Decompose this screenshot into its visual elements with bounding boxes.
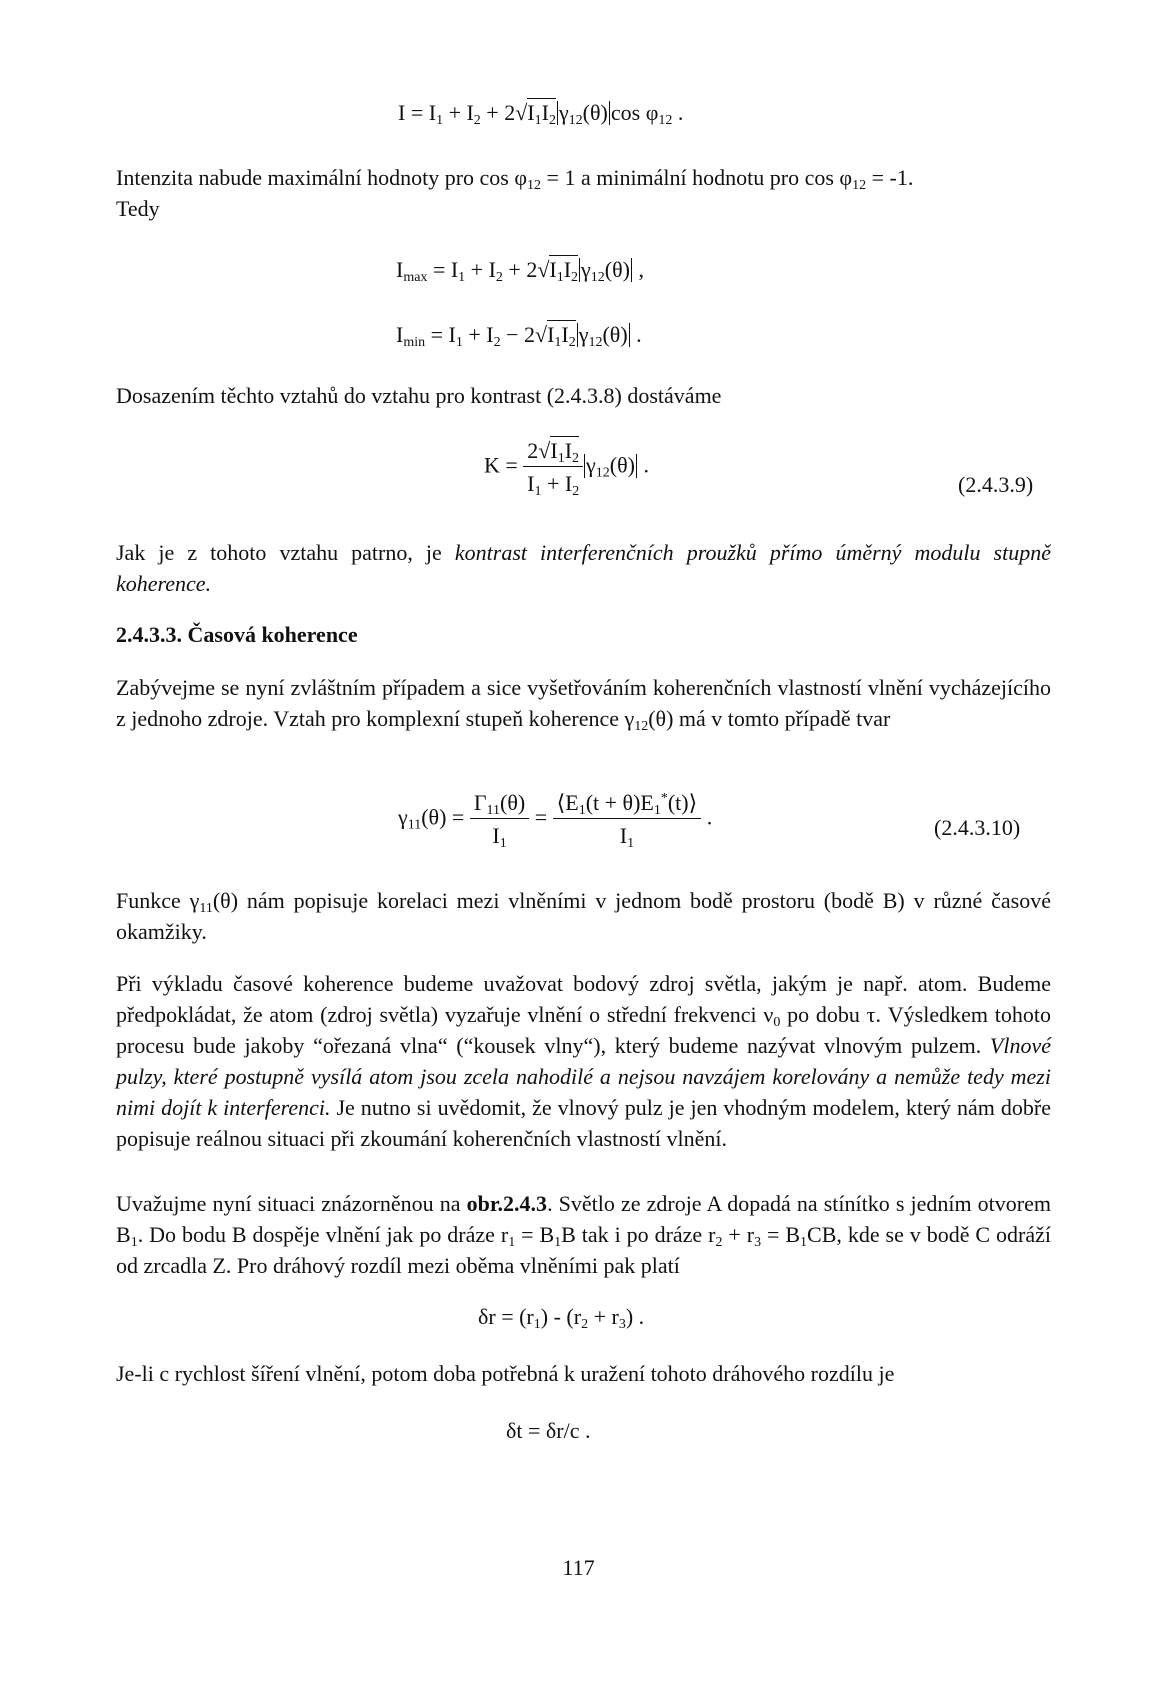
equation-imin: $I_{min} = I_1 + I_2 - 2√I_1I_2$ $\gamma_{12}(\theta)$ . — [396, 322, 642, 350]
equation-gamma11: $\gamma_{11}(\theta)$ = $\frac{\Gamma_{11}(\theta)}{I_1}$ = $\frac{⟨E_1(t + \theta)E_1^*(t)⟩}{I_1}$ . — [398, 790, 713, 851]
page-number: 117 — [562, 1555, 595, 1580]
equation-imax: $I_{max} = I_1 + I_2 + 2√I_1I_2$ $\gamma_{12}(\theta)$ , — [396, 257, 644, 285]
paragraph-delta-t-intro: Je-li c rychlost šíření vlnění, potom doba potřebná k uražení tohoto dráhového rozdílu je — [116, 1361, 895, 1386]
equation-number-2-4-3-10: (2.4.3.10) — [934, 815, 1021, 840]
equation-intensity: $I = I_1 + I_2 + 2√I_1I_2$ $\gamma_{12}(\theta)$ $\cos \varphi_{12}$ . — [398, 100, 684, 128]
paragraph-temporal-intro: Zabývejme se nyní zvláštním případem a sice vyšetřováním koherenčních vlastností vlnění vycházejícího z jednoho zdroje. Vztah pro komplexní stupeň koherence $\gamma_{12}(\theta)$ má v tomto případě tvar — [116, 675, 1051, 734]
paragraph-max-min: Intenzita nabude maximální hodnoty pro $\cos \varphi_{12} = 1$ a minimální hodnotu pro $\cos \varphi_{12} = -1$. Tedy — [116, 165, 914, 221]
italic-contrast-statement: kontrast interferenčních proužků přímo úměrný modulu stupně koherence. — [116, 540, 1051, 596]
equation-delta-t: δt = δr/c . — [506, 1418, 591, 1443]
paragraph-situation: Uvažujme nyní situaci znázorněnou na obr.2.4.3. Světlo ze zdroje A dopadá na stínítko s jedním otvorem $B_1$. Do bodu B dospěje vlnění jak po dráze $r_1 = B_1B$ tak i po dráze $r_2 + r_3 = B_1CB$, kde se v bodě C odráží od zrcadla Z. Pro dráhový rozdíl mezi oběma vlněními pak platí — [116, 1191, 1052, 1278]
section-heading: 2.4.3.3. Časová koherence — [116, 622, 358, 647]
italic-pulse-statement: Vlnové pulzy, které postupně vysílá atom jsou zcela nahodilé a nejsou navzájem korelovány a nemůže tedy mezi nimi dojít k interferenci. — [116, 1033, 1051, 1120]
figure-reference[interactable]: obr.2.4.3 — [466, 1191, 548, 1216]
paragraph-wave-pulse: Při výkladu časové koherence budeme uvažovat bodový zdroj světla, jakým je např. atom. Budeme předpokládat, že atom (zdroj světla) vyzařuje vlnění o střední frekvenci $\nu_0$ po dobu τ. Výsledkem tohoto procesu bude jakoby “ořezaná vlna“ (“kousek vlny“), který budeme nazývat vlnovým pulzem. Vlnové pulzy, které postupně vysílá atom jsou zcela nahodilé a nejsou navzájem korelovány a nemůže tedy mezi nimi dojít k interferenci. Je nutno si uvědomit, že vlnový pulz je jen vhodným modelem, který nám dobře popisuje reálnou situaci při zkoumání koherenčních vlastností vlnění. — [116, 971, 1051, 1151]
paragraph-contrast-conclusion: Jak je z tohoto vztahu patrno, je kontrast interferenčních proužků přímo úměrný modulu stupně koherence. — [116, 540, 1051, 596]
paragraph-gamma11-description: Funkce $\gamma_{11}(\theta)$ nám popisuje korelaci mezi vlněními v jednom bodě prostoru (bodě B) v různé časové okamžiky. — [116, 888, 1051, 944]
paragraph-substitution: Dosazením těchto vztahů do vztahu pro kontrast (2.4.3.8) dostáváme — [116, 383, 722, 408]
equation-contrast: K = $\frac{2√I_1I_2}{I_1 + I_2}$ $\gamma_{12}(\theta)$ . — [484, 438, 649, 499]
equation-number-2-4-3-9: (2.4.3.9) — [958, 472, 1034, 497]
equation-delta-r: $\delta r = (r_1) - (r_2 + r_3)$ . — [478, 1304, 645, 1332]
